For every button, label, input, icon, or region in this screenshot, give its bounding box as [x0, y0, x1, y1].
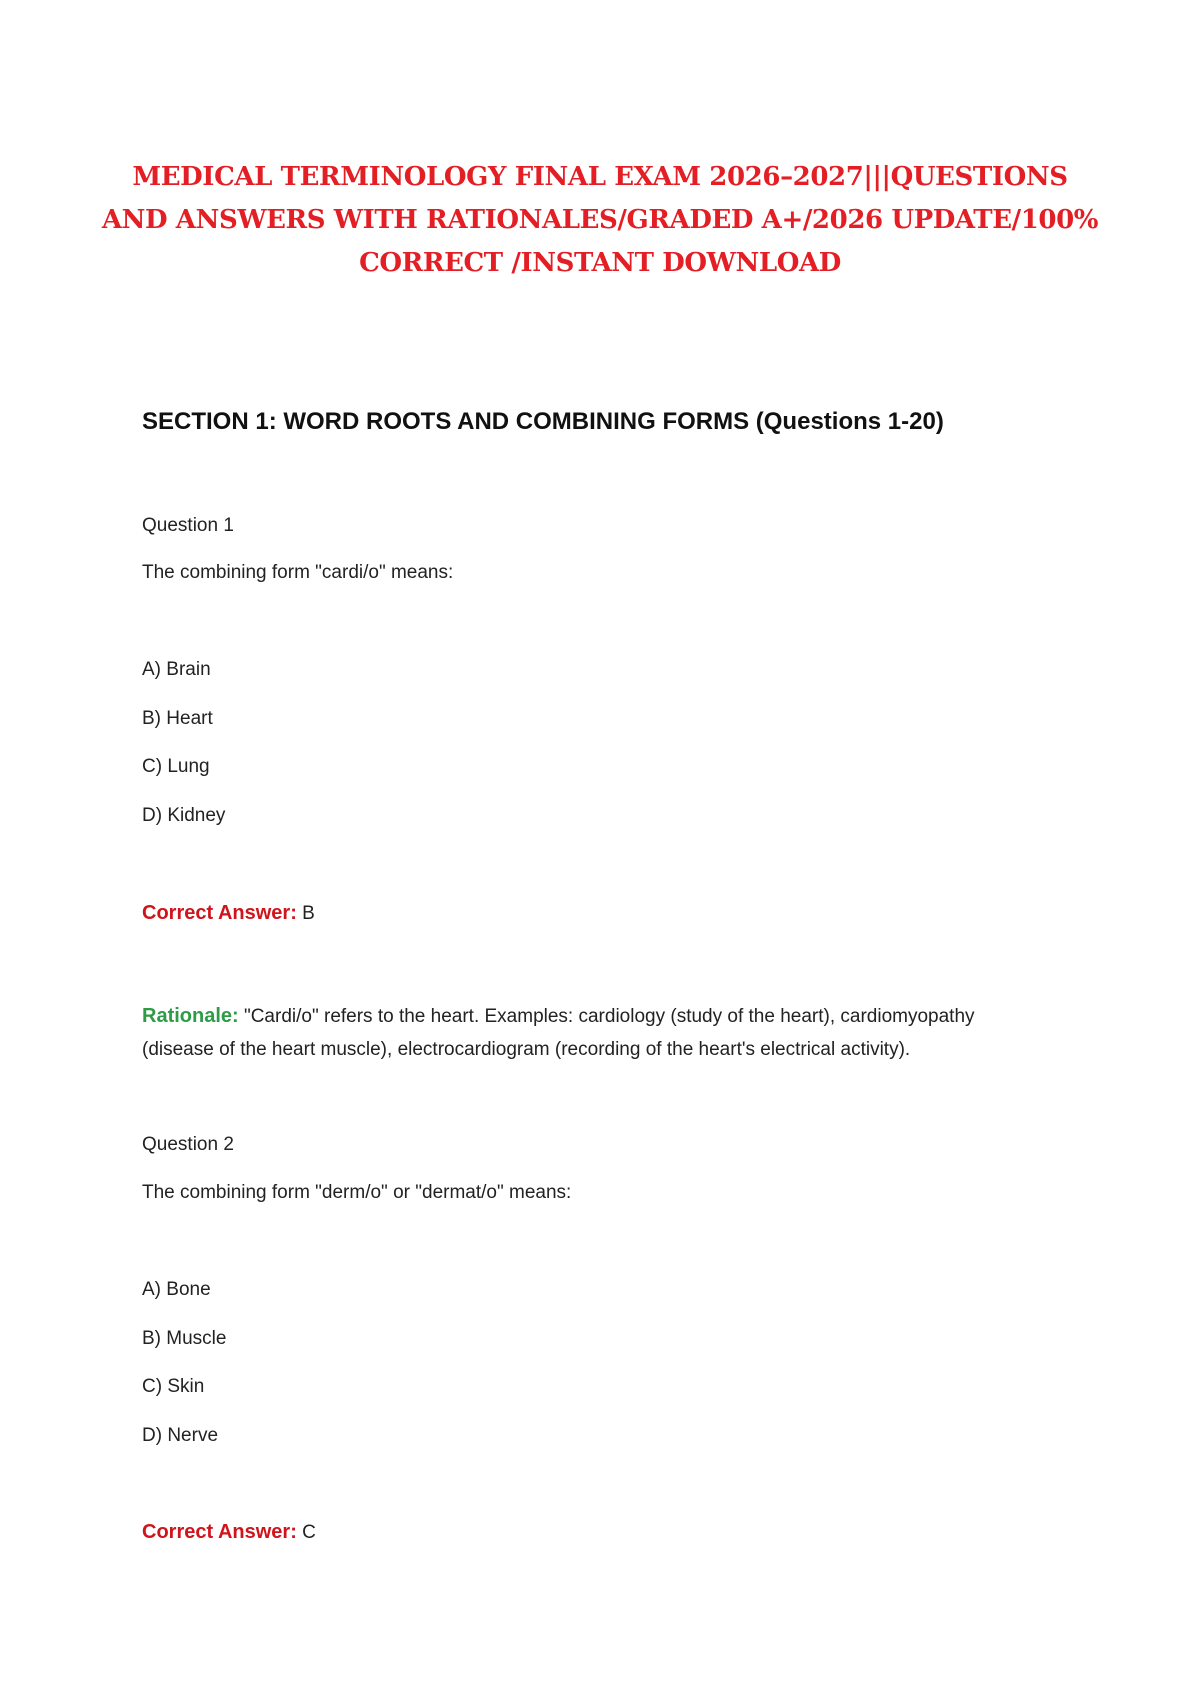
question-label: Question 1	[142, 515, 234, 536]
rationale-label: Rationale:	[142, 1005, 239, 1027]
correct-answer	[142, 902, 315, 925]
question-label: Question 2	[142, 1134, 234, 1155]
option-c: C) Skin	[142, 1376, 205, 1397]
option-b: B) Muscle	[142, 1328, 227, 1349]
correct-answer-label: Correct Answer:	[142, 902, 297, 924]
correct-answer-value: B	[302, 903, 315, 924]
correct-answer-value: C	[302, 1522, 316, 1543]
option-c: C) Lung	[142, 756, 210, 777]
document-title: MEDICAL TERMINOLOGY FINAL EXAM 2026–2027|||QUESTIONS AND ANSWERS WITH RATIONALES/GRADED A+/2026 UPDATE/100% CORRECT /INSTANT DOWNLOAD	[101, 162, 1099, 278]
rationale-text: "Cardi/o" refers to the heart. Examples: cardiology (study of the heart), cardiomyopathy (disease of the heart muscle), electrocardiogram (recording of the heart's electrical activity).	[142, 1006, 975, 1060]
correct-answer-label: Correct Answer:	[142, 1521, 297, 1543]
question-prompt: The combining form "derm/o" or "dermat/o" means:	[142, 1182, 572, 1203]
option-d: D) Nerve	[142, 1425, 219, 1446]
question-prompt: The combining form "cardi/o" means:	[142, 562, 454, 583]
correct-answer	[142, 1521, 316, 1544]
section-heading: SECTION 1: WORD ROOTS AND COMBINING FORMS (Questions 1-20)	[142, 408, 944, 435]
option-b: B) Heart	[142, 708, 213, 729]
option-a: A) Brain	[142, 659, 211, 680]
option-a: A) Bone	[142, 1279, 211, 1300]
rationale	[142, 1000, 1042, 1066]
option-d: D) Kidney	[142, 805, 226, 826]
